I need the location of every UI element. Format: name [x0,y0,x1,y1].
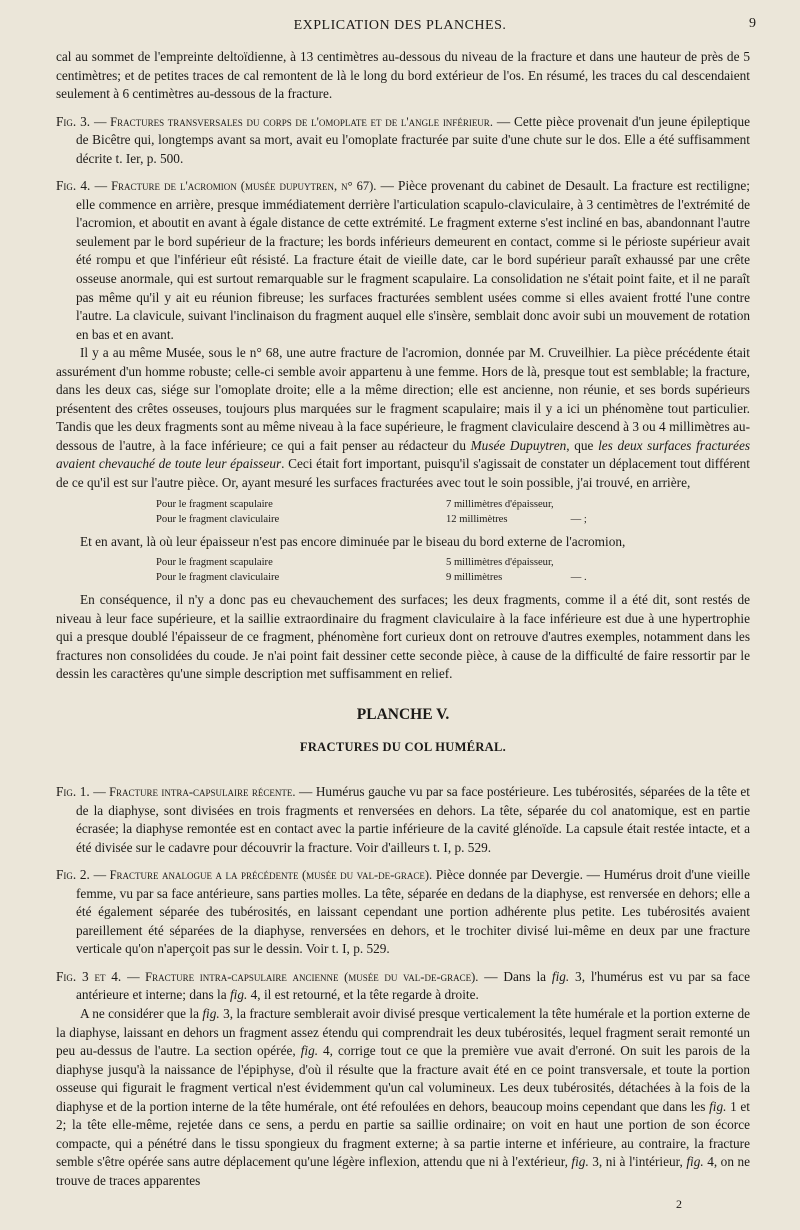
plate-title: PLANCHE V. [356,705,450,723]
fig-ref: fig. [709,1098,727,1114]
fig-ref: fig. [686,1154,704,1170]
plate-fig2-text: Pièce donnée par Devergie. — Humérus droit d'une vieille femme, vu par sa face antérieure, sans parties molles. La tête, séparée en dedans de la diaphyse, est renversée en dehors; elle a été également séparée des tubérosités, en laissant cependant une portion adhérente plus petite. Les tubérosités avaient pareillement été séparées de la diaphyse, renversées en dehors, et le trochiter divisé lui-même en deux par une fracture verticale qu'on n'aperçoit pas sur le dessin. Voir t. I, p. 529. [76,867,750,957]
measure-tail [554,497,604,512]
plate-fig2-label: Fig. 2. [56,867,90,883]
page-number: 9 [749,16,756,31]
final-text-f: 4, on ne trouve de traces apparentes [56,1154,751,1188]
measure-label: Pour le fragment claviculaire [156,513,280,525]
signature-mark: 2 [676,1197,682,1211]
paragraph-final [56,1005,750,1190]
final-text-b: 3, la fracture semblerait avoir divisé presque verticalement la tête humérale et la portion externe de la diaphyse, laissant en dehors un fragment assez étendu qui comprendrait les deux tubérosités, lequel fragment serait remonté un peu au-dessus de l'autre. La section opérée, [56,1005,750,1059]
fig3-label: Fig. 3. [56,113,91,129]
plate-fig2-entry [56,866,750,959]
fig-ref: fig. [202,1005,220,1021]
measure-tail: — . [570,572,587,584]
fig3-text: — Cette pièce provenait d'un jeune épileptique de Bicêtre qui, longtemps avant sa mort, avait eu l'omoplate fracturée par suite d'une chute sur le dos. Elle a été suffisamment décrite t. Ier, p. 500. [76,113,750,166]
plate-fig34-label: Fig. 3 et 4. [56,968,122,984]
measure-row [156,497,604,512]
plate-fig34-title: — Fracture intra-capsulaire ancienne (musée du val-de-grace). [127,969,479,984]
measure-value: 7 millimètres d'épaisseur, [446,498,554,510]
plate-fig1-title: — Fracture intra-capsulaire récente. [93,784,296,799]
measure-row [156,512,604,527]
plate-fig34-text-1: — Dans la [484,968,552,984]
plate-subtitle: FRACTURES DU COL HUMÉRAL. [299,740,507,755]
measure-label: Pour le fragment scapulaire [156,557,273,569]
plate-fig1-text: — Humérus gauche vu par sa face postérieure. Les tubérosités, séparées de la tête et de la diaphyse, sont divisées en trois fragments et renversées en dehors. La tête, séparée du col anatomique, est en partie écrasée; la diaphyse remontée est en contact avec la partie inférieure de la cavité glénoïde. La capsule était restée intacte, et a été divisée sur le cadavre pour découvrir la fracture. Voir d'ailleurs t. I, p. 529. [76,783,751,855]
musee-text-middle: , que [566,437,599,453]
measure-value: 5 millimètres d'épaisseur, [446,557,554,569]
fig4-text: — Pièce provenant du cabinet de Desault. La fracture est rectiligne; elle commence en arrière, presque immédiatement derrière l'articulation scapulo-claviculaire, à 3 centimètres de l'extrémité de l'acromion, et aboutit en avant à égale distance de cette extrémité. Le fragment externe s'est incliné en bas, abandonnant l'autre seulement par le bord supérieur de la fracture; les bords inférieurs demeurent en contact, comme si le périoste supérieur avait été rompu et que l'inférieur eût résisté. La fracture était de vieille date, car le bord supérieur paraît exhaussé par une crête osseuse anormale, qui est surtout remarquable sur le fragment scapulaire. La consolidation ne s'était point faite, et il ne paraît pas même qu'il y ait eu réunion fibreuse; les surfaces fracturées semblent usées comme si elles avaient frotté l'une contre l'autre. La clavicule, suivant l'inclinaison du fragment auquel elle s'insère, semblait donc avoir subi un mouvement de rotation en bas et en avant. [76,178,750,342]
measure-label: Pour le fragment scapulaire [156,498,273,510]
measurements-front [156,555,604,585]
fig4-entry [56,177,750,344]
text-block [56,48,750,1190]
fig-ref: fig. [300,1043,319,1059]
fig-ref: fig. [551,968,570,984]
final-text-a: A ne considérer que la [80,1005,203,1021]
fig-ref: fig. [229,987,248,1003]
measure-tail [554,555,604,570]
plate-fig2-title: — Fracture analogue a la précédente (musée du val-de-grace). [93,868,433,883]
fig3-title: — Fractures transversales du corps de l'omoplate et de l'angle inférieur. [93,114,493,129]
musee-quote: les deux surfaces fracturées avaient chevauché de toute leur épaisseur [56,437,751,472]
plate-fig1-label: Fig. 1. [56,783,90,799]
final-text-d: 1 et 2; la tête elle-même, rejetée dans ce sens, a perdu en partie sa saillie ordinaire; on voit en haut une portion de son écorce compacte, qui a pénétré dans le tissu spongieux du fragment externe; à sa partie interne et inférieure, au contraire, la fracture semble s'être opérée sans autre déplacement qu'une légère inflexion, attendu que ni à l'extérieur, [56,1098,750,1170]
running-head: EXPLICATION DES PLANCHES. [293,18,507,33]
paragraph-avant: Et en avant, là où leur épaisseur n'est pas encore diminuée par le biseau du bord externe de l'acromion, [80,533,626,549]
fig4-label: Fig. 4. [56,178,91,194]
paragraph-intro: cal au sommet de l'empreinte deltoïdienne, à 13 centimètres au-dessous du niveau de la fracture et dans une hauteur de près de 5 centimètres; et de petites traces de cal remontent de là le long du bord extérieur de l'os. En résumé, les traces du cal descendaient seulement à 6 centimètres au-dessous de la fracture. [56,49,750,102]
musee-journal-title: Musée Dupuytren [470,437,567,453]
plate-fig34-entry [56,968,750,1005]
measure-row [156,570,604,585]
final-text-e: 3, ni à l'intérieur, [588,1154,687,1170]
fig4-title: — Fracture de l'acromion (musée dupuytren, n° 67). [94,179,377,194]
fig3-entry [56,113,750,169]
measure-value: 12 millimètres [446,513,508,525]
paragraph-musee [56,344,750,492]
fig-ref: fig. [571,1154,589,1170]
plate-fig1-entry [56,783,750,857]
plate-fig34-text-3: 4, il est retourné, et la tête regarde à droite. [247,987,479,1003]
measure-label: Pour le fragment claviculaire [156,572,280,584]
measurements-back [156,497,604,527]
final-text-c: 4, corrige tout ce que la première vue avait d'erroné. On suit les parois de la diaphyse jusqu'à la naissance de l'épiphyse, d'où il résulte que la fracture avait été en ce point transversale, et toute la portion osseuse qui figurait le fragment vertical n'est évidemment qu'un cal volumineux. Les deux tubérosités, détachées à la fois de la diaphyse et de la portion interne de la tête humérale, ont été refoulées en dehors, beaucoup moins cependant que dans les [56,1043,750,1114]
measure-row [156,555,604,570]
measure-tail: — ; [570,513,587,525]
plate-fig34-text-2: 3, l'humérus est vu par sa face antérieure et interne; dans la [76,968,750,1003]
musee-text-before: Il y a au même Musée, sous le n° 68, une autre fracture de l'acromion, donnée par M. Cruveilhier. La pièce précédente était assurément d'un homme robuste; celle-ci semble avoir appartenu à une femme. Hors de là, presque tout est semblable; la fracture, dans les deux cas, siége sur l'omoplate droite; elle a la même direction; elle est ancienne, non réunie, et ses bords supérieurs présentent des crêtes osseuses, toujours plus marquées sur le fragment scapulaire; mais il y a ici un phénomène tout particulier. Tandis que les deux fragments sont au même niveau à la face supérieure, le fragment claviculaire descend à 3 ou 4 millimètres au-dessous de l'autre, à la face inférieure; ce qui a fait penser au rédacteur du [56,345,750,453]
musee-text-after: . Ceci était fort important, puisqu'il s'agissait de constater un déplacement tout différent de ce qu'il est sur l'autre pièce. Or, ayant mesuré les surfaces fracturées avec tout le soin possible, j'ai trouvé, en arrière, [56,456,750,491]
measure-value: 9 millimètres [446,572,503,584]
paragraph-consequence: En conséquence, il n'y a donc pas eu chevauchement des surfaces; les deux fragments, comme il a été dit, sont restés de niveau à leur face supérieure, et la saillie extraordinaire du fragment claviculaire à la face inférieure est due à une hypertrophie qui a presque doublé l'épaisseur de ce fragment, phénomène fort curieux dont on retrouve d'autres exemples, notamment dans les fractures non consolidées du coude. Je n'ai point fait dessiner cette seconde pièce, à cause de la difficulté de faire ressortir par le dessin les caractères qu'une simple description met suffisamment en relief. [56,592,750,682]
